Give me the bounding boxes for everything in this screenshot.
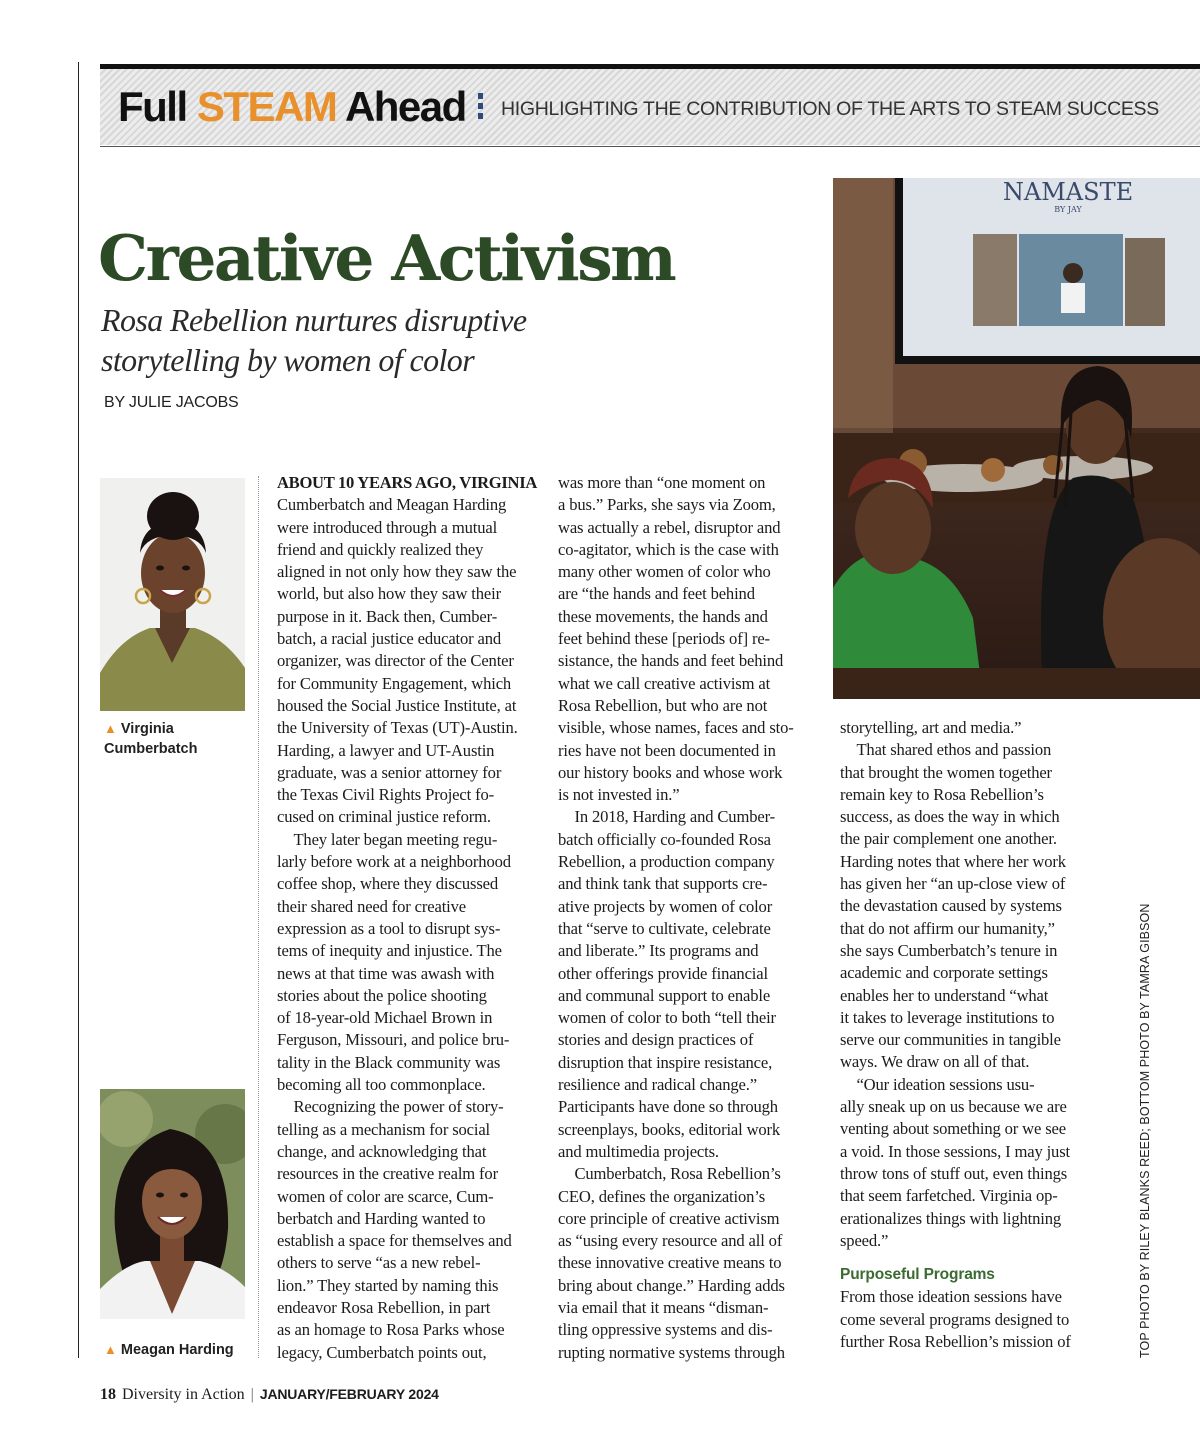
text-line: of 18-year-old Michael Brown in bbox=[277, 1008, 493, 1028]
text-line: lion.” They started by naming this bbox=[277, 1275, 499, 1295]
section-title bbox=[118, 82, 466, 132]
text-line: friend and quickly realized they bbox=[277, 539, 484, 559]
text-line: CEO, defines the organization’s bbox=[558, 1186, 766, 1206]
text-line: bring about change.” Harding adds bbox=[558, 1275, 785, 1295]
text-line: venting about something or we see bbox=[840, 1119, 1066, 1139]
text-line: housed the Social Justice Institute, at bbox=[277, 695, 517, 715]
screen-sub-text: BY JAY bbox=[1054, 205, 1082, 214]
section-title-part2: Ahead bbox=[336, 83, 466, 130]
byline: BY JULIE JACOBS bbox=[104, 394, 239, 411]
text-line: serve our communities in tangible bbox=[840, 1030, 1061, 1050]
text-line: that do not affirm our humanity,” bbox=[840, 918, 1055, 938]
article-column-3 bbox=[840, 717, 1115, 1353]
text-line: becoming all too commonplace. bbox=[277, 1075, 486, 1095]
text-line: and liberate.” Its programs and bbox=[558, 941, 759, 961]
text-line: visible, whose names, faces and sto- bbox=[558, 718, 794, 738]
text-line: Rebellion, a production company bbox=[558, 852, 775, 872]
text-line: as “using every resource and all of bbox=[558, 1231, 783, 1251]
text-line: are “the hands and feet behind bbox=[558, 584, 755, 604]
text-line: ries have not been documented in bbox=[558, 740, 776, 760]
column-3-body-b bbox=[840, 1286, 1115, 1353]
footer-separator: | bbox=[250, 1386, 254, 1403]
text-line: storytelling, art and media.” bbox=[840, 718, 1022, 737]
issue-date: JANUARY/FEBRUARY 2024 bbox=[259, 1386, 439, 1402]
text-line: Harding, a lawyer and UT-Austin bbox=[277, 740, 495, 760]
text-line: remain key to Rosa Rebellion’s bbox=[840, 784, 1044, 804]
text-line: many other women of color who bbox=[558, 562, 771, 582]
dot-divider-icon bbox=[478, 93, 484, 125]
text-line: and communal support to enable bbox=[558, 985, 771, 1005]
text-line: co-agitator, which is the case with bbox=[558, 539, 779, 559]
section-title-accent: STEAM bbox=[196, 83, 337, 130]
text-line: were introduced through a mutual bbox=[277, 517, 498, 537]
meagan-harding-photo bbox=[100, 1089, 245, 1319]
column-3-body-a bbox=[840, 717, 1115, 1252]
screen-title-text: NAMASTE bbox=[1002, 178, 1134, 206]
text-line: news at that time was awash with bbox=[277, 963, 495, 983]
article-column-2 bbox=[558, 472, 820, 1364]
text-line: via email that it means “disman- bbox=[558, 1297, 769, 1317]
text-line: she says Cumberbatch’s tenure in bbox=[840, 940, 1058, 960]
text-line: that brought the women together bbox=[840, 762, 1052, 782]
text-line: tems of inequity and injustice. The bbox=[277, 941, 502, 961]
text-line: a void. In those sessions, I may just bbox=[840, 1141, 1070, 1161]
text-line: core principle of creative activism bbox=[558, 1208, 780, 1228]
text-line: resources in the creative realm for bbox=[277, 1164, 498, 1184]
text-line: other offerings provide financial bbox=[558, 963, 768, 983]
text-line: cused on criminal justice reform. bbox=[277, 807, 491, 827]
text-line: that seem farfetched. Virginia op- bbox=[840, 1186, 1058, 1206]
text-line: come several programs designed to bbox=[840, 1309, 1070, 1329]
text-line: screenplays, books, editorial work bbox=[558, 1119, 781, 1139]
text-line: a bus.” Parks, she says via Zoom, bbox=[558, 495, 776, 515]
text-line: their shared need for creative bbox=[277, 896, 466, 916]
text-line: legacy, Cumberbatch points out, bbox=[277, 1342, 487, 1362]
text-line: They later began meeting regu- bbox=[277, 829, 498, 849]
text-line: Recognizing the power of story- bbox=[277, 1097, 504, 1117]
caption-meagan bbox=[104, 1340, 264, 1360]
text-line: erationalizes things with lightning bbox=[840, 1208, 1062, 1228]
deck-line: storytelling by women of color bbox=[101, 342, 475, 378]
text-line: the University of Texas (UT)-Austin. bbox=[277, 718, 518, 738]
text-line: what we call creative activism at bbox=[558, 673, 771, 693]
caption-virginia bbox=[104, 719, 244, 759]
text-line: speed.” bbox=[840, 1230, 889, 1250]
caption-virginia-line1: Virginia bbox=[120, 721, 174, 737]
article-deck bbox=[101, 300, 661, 380]
text-line: That shared ethos and passion bbox=[840, 740, 1052, 760]
subhead-purposeful-programs: Purposeful Programs bbox=[840, 1266, 995, 1284]
section-tagline: HIGHLIGHTING THE CONTRIBUTION OF THE ARTS TO STEAM SUCCESS bbox=[501, 98, 1159, 120]
caption-virginia-line2: Cumberbatch bbox=[104, 741, 198, 757]
text-line: as an homage to Rosa Parks whose bbox=[277, 1320, 505, 1340]
text-line: batch officially co-founded Rosa bbox=[558, 829, 771, 849]
text-line: establish a space for themselves and bbox=[277, 1231, 512, 1251]
text-line: the pair complement one another. bbox=[840, 829, 1057, 849]
text-line: success, as does the way in which bbox=[840, 807, 1060, 827]
text-line: telling as a mechanism for social bbox=[277, 1119, 491, 1139]
text-line: Harding notes that where her work bbox=[840, 851, 1066, 871]
text-line: rupting normative systems through bbox=[558, 1342, 785, 1362]
caption-meagan-text: Meagan Harding bbox=[120, 1342, 234, 1358]
text-line: has given her “an up-close view of bbox=[840, 874, 1066, 894]
text-line: our history books and whose work bbox=[558, 762, 783, 782]
text-line: stories about the police shooting bbox=[277, 985, 487, 1005]
text-line: academic and corporate settings bbox=[840, 963, 1048, 983]
text-line: throw tons of stuff out, even things bbox=[840, 1163, 1068, 1183]
text-line: world, but also how they saw their bbox=[277, 584, 501, 604]
text-line: graduate, was a senior attorney for bbox=[277, 762, 502, 782]
text-line: Participants have done so through bbox=[558, 1097, 778, 1117]
text-line: endeavor Rosa Rebellion, in part bbox=[277, 1297, 491, 1317]
text-line: enables her to understand “what bbox=[840, 985, 1049, 1005]
text-line: disruption that inspire resistance, bbox=[558, 1052, 773, 1072]
dotted-column-rule bbox=[258, 476, 259, 1358]
text-line: was actually a rebel, disruptor and bbox=[558, 517, 781, 537]
page-number: 18 bbox=[100, 1386, 116, 1403]
text-line: is not invested in.” bbox=[558, 785, 680, 805]
text-line: stories and design practices of bbox=[558, 1030, 754, 1050]
triangle-up-icon: ▲ bbox=[104, 1342, 117, 1357]
text-line: organizer, was director of the Center bbox=[277, 651, 514, 671]
text-line: sistance, the hands and feet behind bbox=[558, 651, 784, 671]
event-photo bbox=[833, 178, 1200, 699]
text-line: that “serve to cultivate, celebrate bbox=[558, 918, 771, 938]
text-line: berbatch and Harding wanted to bbox=[277, 1208, 486, 1228]
text-line: aligned in not only how they saw the bbox=[277, 562, 517, 582]
text-line: Ferguson, Missouri, and police bru- bbox=[277, 1030, 510, 1050]
text-line: ABOUT 10 YEARS AGO, VIRGINIA bbox=[277, 473, 538, 492]
text-line: In 2018, Harding and Cumber- bbox=[558, 807, 775, 827]
text-line: for Community Engagement, which bbox=[277, 673, 512, 693]
virginia-cumberbatch-photo bbox=[100, 478, 245, 711]
text-line: and think tank that supports cre- bbox=[558, 874, 768, 894]
text-line: ways. We draw on all of that. bbox=[840, 1052, 1030, 1072]
text-line: From those ideation sessions have bbox=[840, 1287, 1062, 1307]
text-line: was more than “one moment on bbox=[558, 473, 766, 492]
text-line: it takes to leverage institutions to bbox=[840, 1007, 1055, 1027]
text-line: “Our ideation sessions usu- bbox=[840, 1074, 1035, 1094]
triangle-up-icon: ▲ bbox=[104, 721, 117, 736]
text-line: the Texas Civil Rights Project fo- bbox=[277, 785, 494, 805]
article-column-1 bbox=[277, 472, 539, 1364]
article-headline: Creative Activism bbox=[98, 221, 675, 295]
header-bottom-rule bbox=[100, 146, 1200, 147]
text-line: ative projects by women of color bbox=[558, 896, 773, 916]
text-line: others to serve “as a new rebel- bbox=[277, 1253, 481, 1273]
text-line: tling oppressive systems and dis- bbox=[558, 1320, 773, 1340]
left-margin-rule bbox=[78, 62, 79, 1358]
text-line: larly before work at a neighborhood bbox=[277, 852, 511, 872]
photo-credit: TOP PHOTO BY RILEY BLANKS REED; BOTTOM PHOTO BY TAMRA GIBSON bbox=[1138, 903, 1152, 1358]
deck-line: Rosa Rebellion nurtures disruptive bbox=[101, 302, 527, 338]
text-line: women of color are scarce, Cum- bbox=[277, 1186, 494, 1206]
text-line: tality in the Black community was bbox=[277, 1052, 501, 1072]
magazine-name: Diversity in Action bbox=[122, 1386, 245, 1403]
section-title-part1: Full bbox=[118, 83, 197, 130]
text-line: these innovative creative means to bbox=[558, 1253, 782, 1273]
text-line: expression as a tool to disrupt sys- bbox=[277, 918, 501, 938]
text-line: and multimedia projects. bbox=[558, 1141, 719, 1161]
text-line: purpose in it. Back then, Cumber- bbox=[277, 606, 498, 626]
text-line: these movements, the hands and bbox=[558, 606, 768, 626]
text-line: Cumberbatch and Meagan Harding bbox=[277, 495, 507, 515]
page-footer bbox=[100, 1383, 439, 1406]
text-line: resilience and radical change.” bbox=[558, 1075, 757, 1095]
text-line: batch, a racial justice educator and bbox=[277, 629, 502, 649]
text-line: ally sneak up on us because we are bbox=[840, 1097, 1067, 1117]
text-line: Cumberbatch, Rosa Rebellion’s bbox=[558, 1164, 781, 1184]
text-line: Rosa Rebellion, but who are not bbox=[558, 695, 768, 715]
text-line: further Rosa Rebellion’s mission of bbox=[840, 1332, 1071, 1352]
text-line: women of color to both “tell their bbox=[558, 1008, 776, 1028]
text-line: change, and acknowledging that bbox=[277, 1141, 487, 1161]
text-line: coffee shop, where they discussed bbox=[277, 874, 498, 894]
text-line: feet behind these [periods of] re- bbox=[558, 629, 770, 649]
text-line: the devastation caused by systems bbox=[840, 896, 1062, 916]
